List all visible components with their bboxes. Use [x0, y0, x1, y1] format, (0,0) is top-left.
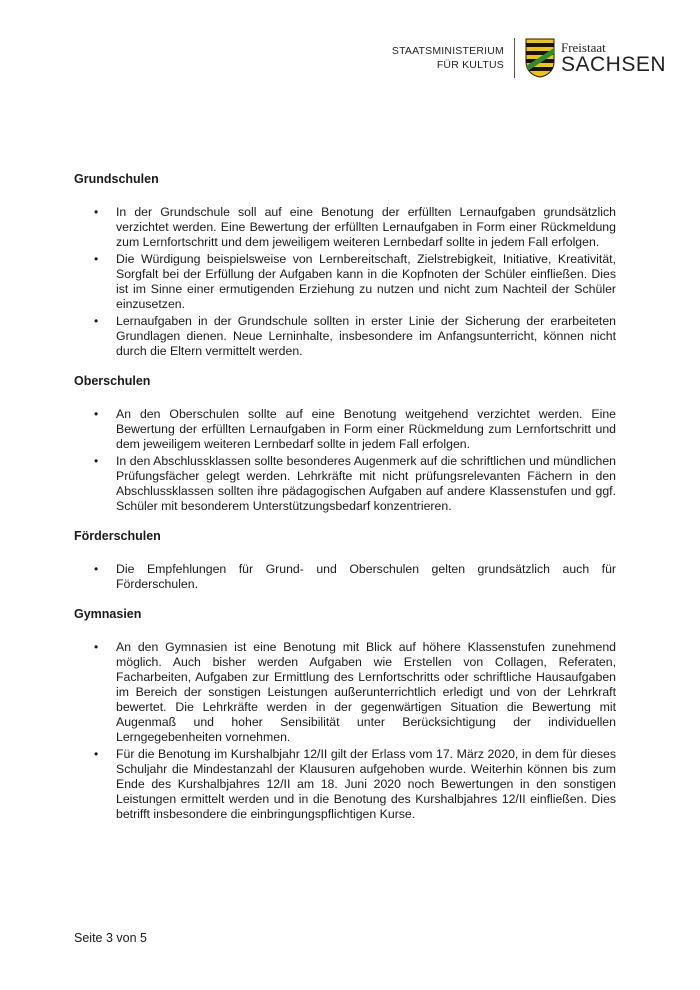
letterhead	[392, 38, 666, 78]
saxony-coat-of-arms-icon	[525, 38, 555, 78]
ministry-name	[392, 38, 515, 78]
list-item: • Für die Benotung im Kurshalbjahr 12/II gilt der Erlass vom 17. März 2020, in dem für dieses Schuljahr die Mindestanzahl der Klausuren aufgehoben wurde. Weiterhin können bis zum Ende des Kurshalbjahres 12/II am 18. Juni 2020 noch Bewertungen in den sonstigen Leistungen ermittelt werden und in die Benotung des Kurshalbjahres 12/II einfließen. Dies betrifft insbesondere die einbringungspflichtigen Kurse.	[74, 747, 616, 822]
ministry-line-1: STAATSMINISTERIUM	[391, 45, 504, 57]
list-item: • In der Grundschule soll auf eine Benotung der erfüllten Lernaufgaben grundsätzlich verzichtet werden. Eine Bewertung der erfüllten Lernaufgaben in Form einer Rückmeldung zum Lernfortschritt und dem jeweiligem weiteren Lernbedarf sollte in jedem Fall erfolgen.	[74, 205, 616, 250]
section-title-oberschulen: Oberschulen	[74, 374, 151, 388]
section-title-grundschulen: Grundschulen	[74, 172, 159, 186]
list-item: • In den Abschlussklassen sollte besonderes Augenmerk auf die schriftlichen und mündlichen Prüfungsfächer gelegt werden. Lehrkräfte mit nicht prüfungsrelevanten Fächern in den Abschlussklassen sollten ihre pädagogischen Aufgaben auf andere Klassenstufen und ggf. Schüler mit besonderem Unterstützungsbedarf konzentrieren.	[74, 454, 616, 514]
list-item: • Die Würdigung beispielsweise von Lernbereitschaft, Zielstrebigkeit, Initiative, Kreativität, Sorgfalt bei der Erfüllung der Aufgaben kann in die Kopfnoten der Schüler einfließen. Dies ist im Sinne einer ermutigenden Erziehung zu nutzen und nicht zum Nachteil der Schüler einzusetzen.	[74, 252, 616, 312]
document-body	[74, 171, 616, 836]
list-item: • Lernaufgaben in der Grundschule sollten in erster Linie der Sicherung der erarbeiteten Grundlagen dienen. Neue Lerninhalte, insbesondere im Anfangsunterricht, können nicht durch die Eltern vermittelt werden.	[74, 314, 616, 359]
list-item: • An den Gymnasien ist eine Benotung mit Blick auf höhere Klassenstufen zunehmend möglich. Auch bisher werden Aufgaben wie Erstellen von Collagen, Referaten, Facharbeiten, Aufgaben zur Ermittlung des Lernfortschritts oder schriftliche Hausaufgaben im Bereich der sonstigen Leistungen außerunterrichtlich erledigt und von der Lehrkraft bewertet. Die Lehrkräfte werden in der gegenwärtigen Situation die Bewertung mit Augenmaß und hoher Sensibilität unter Berücksichtigung der individuellen Lerngegebenheiten vornehmen.	[74, 640, 616, 745]
section-title-foerderschulen: Förderschulen	[74, 529, 161, 543]
section-list-grundschulen	[74, 205, 616, 359]
ministry-line-2: FÜR KULTUS	[436, 59, 504, 71]
state-name-small: Freistaat	[560, 40, 606, 55]
section-list-oberschulen	[74, 407, 616, 514]
section-title-gymnasien: Gymnasien	[74, 607, 142, 621]
list-item: • An den Oberschulen sollte auf eine Benotung weitgehend verzichtet werden. Eine Bewertung der erfüllten Lernaufgaben in Form einer Rückmeldung zum Lernfortschritt und dem jeweiligem weiteren Lernbedarf sollte in jedem Fall erfolgen.	[74, 407, 616, 452]
section-list-gymnasien	[74, 640, 616, 822]
section-list-foerderschulen	[74, 562, 616, 592]
list-item: • Die Empfehlungen für Grund- und Oberschulen gelten grundsätzlich auch für Förderschulen.	[74, 562, 616, 592]
state-name-big: SACHSEN	[560, 53, 666, 76]
page-number: Seite 3 von 5	[74, 931, 147, 945]
state-name	[561, 41, 666, 75]
